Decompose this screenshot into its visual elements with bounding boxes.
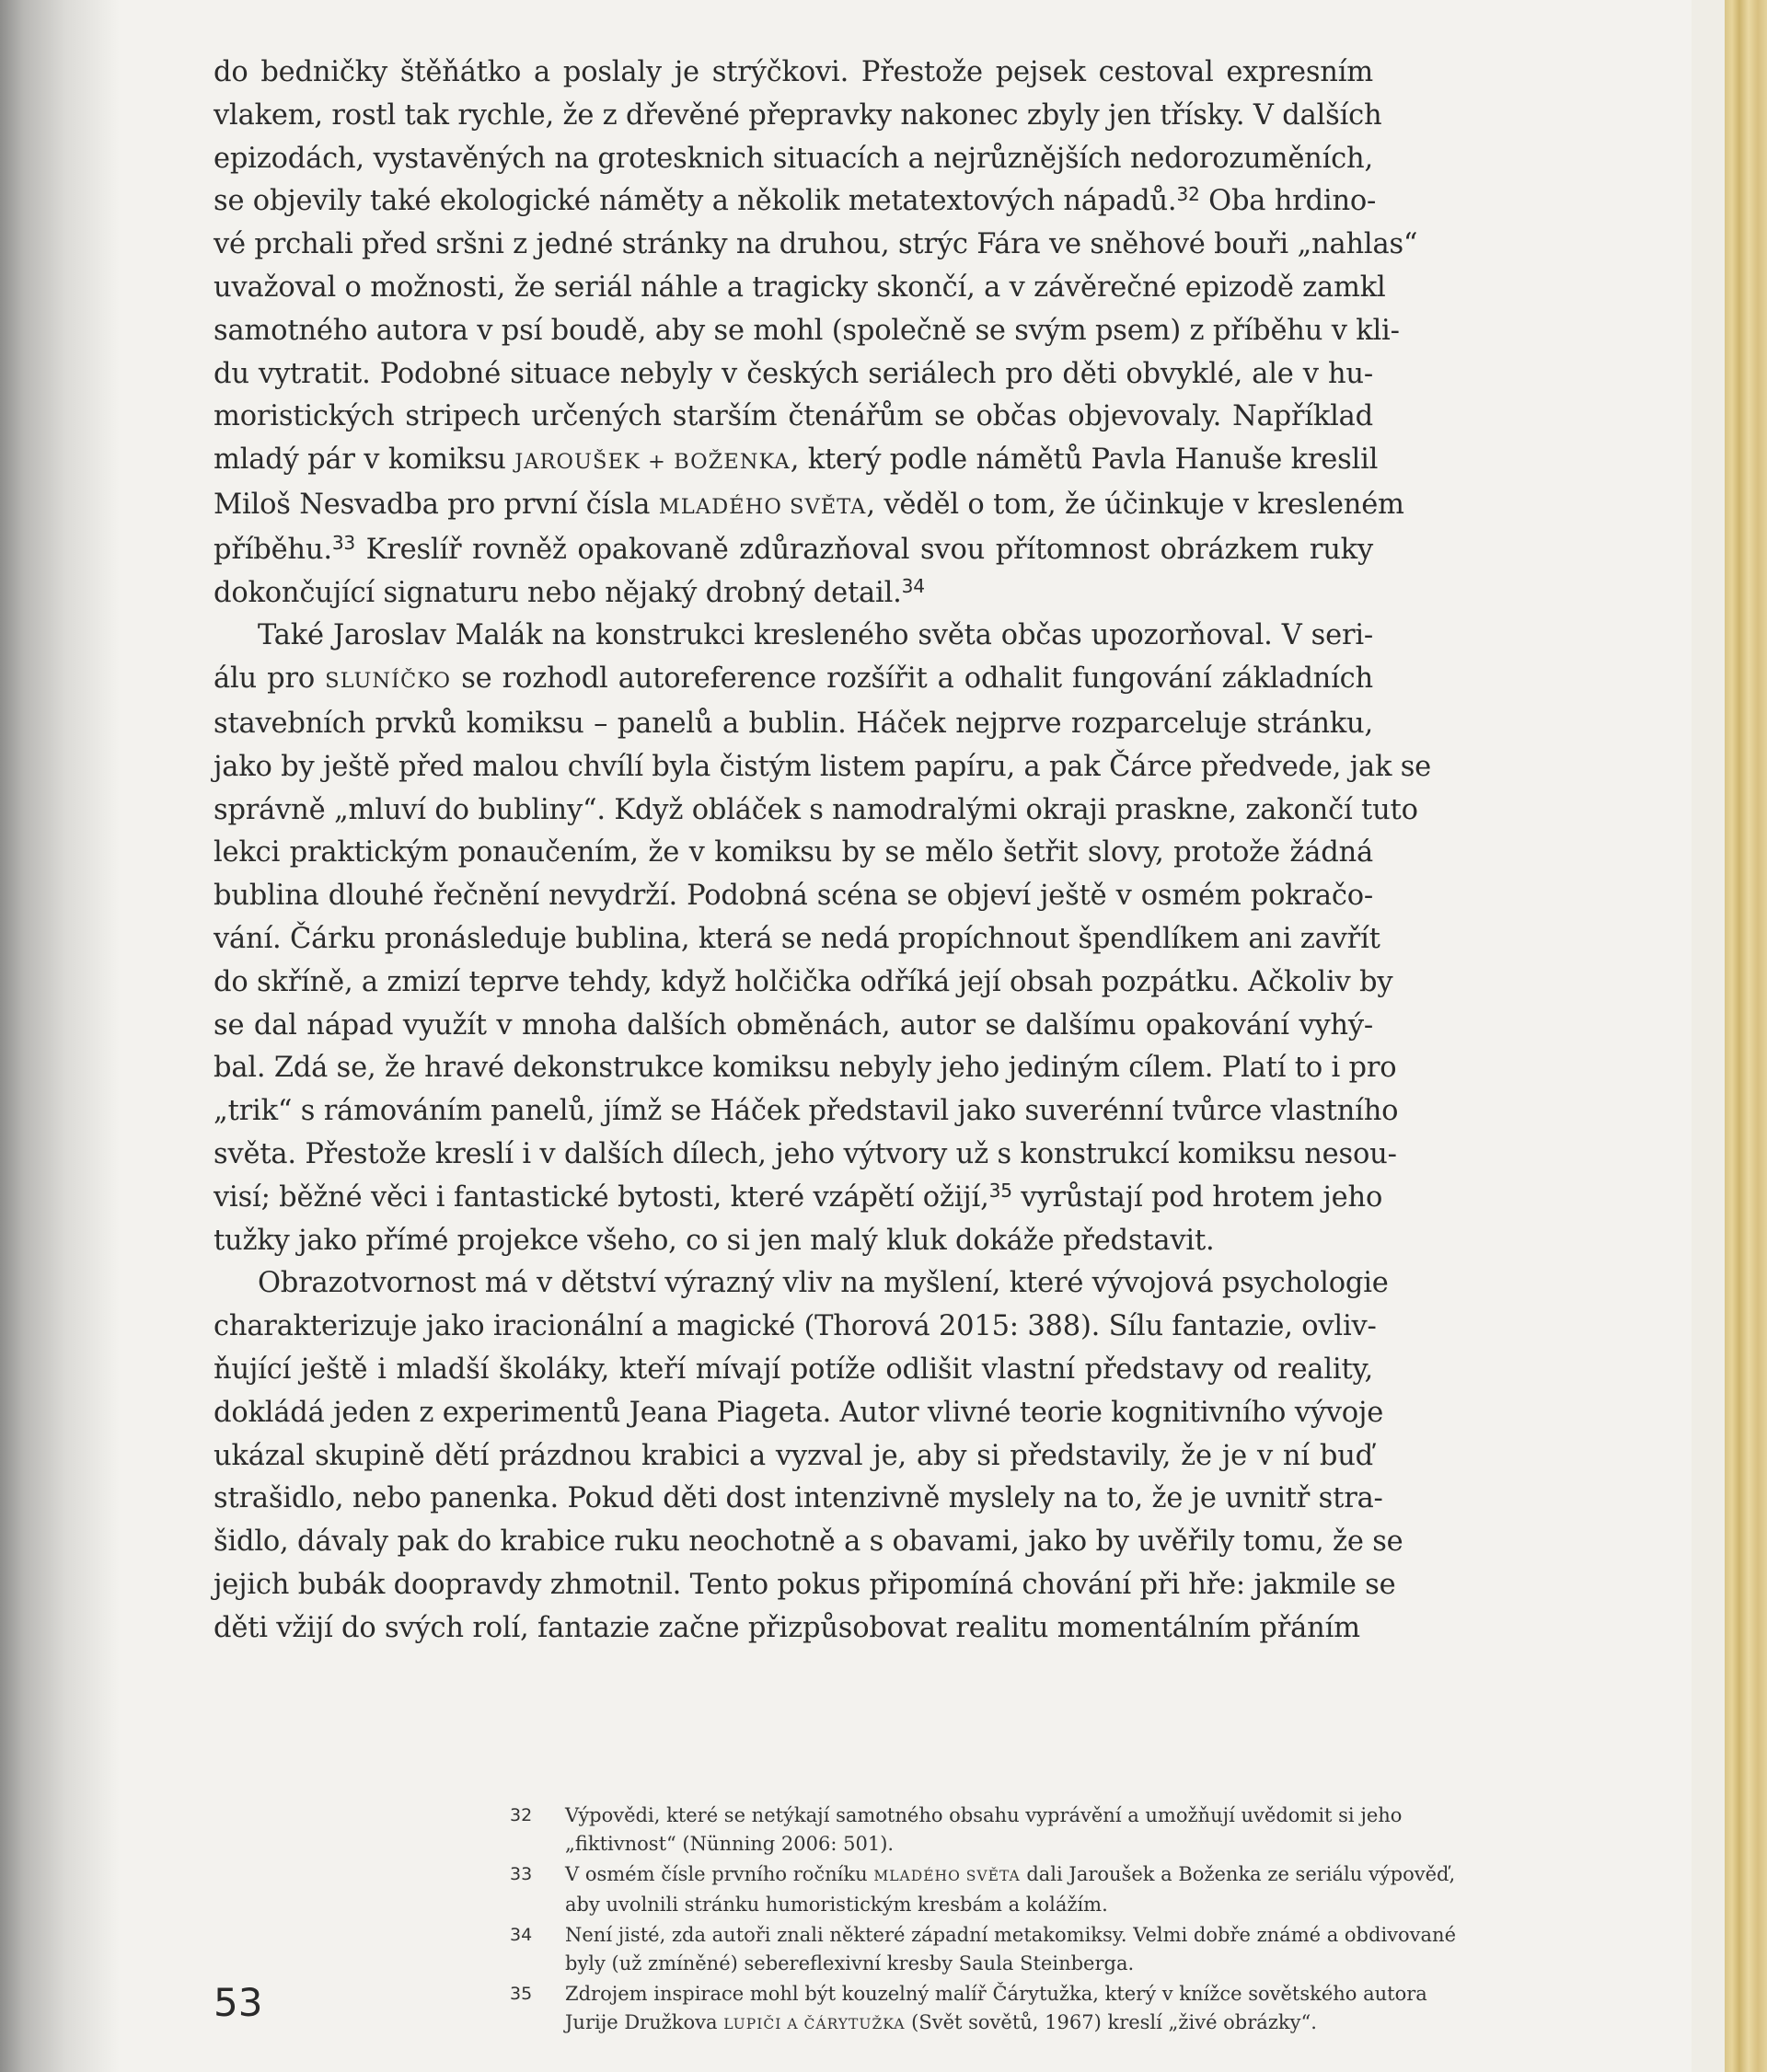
text-run: vé prchali před sršni z jedné stránky na druhou, strýc Fára ve sněhové bouři „nahlas“	[214, 228, 1418, 261]
footnote-text	[565, 1980, 1467, 2039]
text-line	[214, 439, 1379, 484]
text-run: , který podle námětů Pavla Hanuše kreslil	[790, 443, 1379, 477]
text-line	[214, 1392, 1384, 1435]
text-line	[214, 353, 1373, 397]
footnote-line	[565, 1830, 1467, 1859]
text-line	[214, 832, 1373, 875]
paragraph	[214, 52, 1418, 615]
text-line	[214, 396, 1373, 439]
text-run: Také Jaroslav Malák na konstrukci kresleného světa občas upozorňoval. V seri-	[258, 619, 1373, 652]
footnote-line	[565, 2009, 1467, 2039]
text-run: jako by ještě před malou chvílí byla čistým listem papíru, a pak Čárce předvede, jak se	[214, 750, 1432, 783]
text-line	[214, 1005, 1373, 1048]
text-run: Výpovědi, které se netýkají samotného obsahu vyprávění a umožňují uvědomit si jeho	[565, 1804, 1403, 1826]
text-run: ňující ještě i mladší školáky, kteří mívají potíže odlišit vlastní představy od reality,	[214, 1353, 1373, 1386]
text-line	[214, 615, 1373, 658]
text-line	[214, 310, 1400, 353]
text-run: děti vžijí do svých rolí, fantazie začne přizpůsobovat realitu momentálním přáním	[214, 1611, 1360, 1644]
text-run: se rozhodl autoreference rozšířit a odhalit fungování základních	[451, 662, 1373, 696]
text-run: stavebních prvků komiksu – panelů a bublin. Háček nejprve rozparceluje stránku,	[214, 707, 1373, 740]
text-run: mladý pár v komiksu	[214, 443, 515, 477]
text-line	[214, 1134, 1397, 1177]
text-run: do skříně, a zmizí teprve tehdy, když holčička odříká její obsah pozpátku. Ačkoliv by	[214, 965, 1393, 998]
text-run: dokončující signaturu nebo nějaký drobný detail.	[214, 576, 902, 609]
footnote	[510, 1801, 1467, 1859]
footnote-line	[565, 1801, 1467, 1830]
footnote-line	[565, 1921, 1467, 1950]
footnote	[510, 1860, 1467, 1919]
text-run: álu pro	[214, 662, 326, 696]
text-run: ukázal skupině dětí prázdnou krabici a vyzval je, aby si představily, že je v ní buď	[214, 1439, 1373, 1472]
main-text	[214, 52, 1432, 1650]
text-run: Zdrojem inspirace mohl být kouzelný malíř Čárytužka, který v knížce sovětského autora	[565, 1983, 1427, 2005]
text-line	[214, 1607, 1373, 1651]
text-run: moristických stripech určených starším čtenářům se občas objevovaly. Například	[214, 400, 1373, 433]
small-caps-title: LUPIČI A ČÁRYTUŽKA	[723, 2016, 906, 2032]
footnote	[510, 1980, 1467, 2039]
text-run: V osmém čísle prvního ročníku	[565, 1863, 874, 1885]
footnote-number: 35	[510, 1984, 533, 2004]
text-run: lekci praktickým ponaučením, že v komiksu by se mělo šetřit slovy, protože žádná	[214, 836, 1373, 869]
footnote-line	[565, 1950, 1467, 1978]
text-run: strašidlo, nebo panenka. Pokud děti dost intenzivně myslely na to, že je uvnitř stra-	[214, 1482, 1383, 1515]
text-run: „fiktivnost“ (Nünning 2006: 501).	[565, 1833, 895, 1855]
paragraph	[214, 615, 1432, 1262]
text-line	[214, 1177, 1383, 1220]
text-line	[214, 1220, 1373, 1263]
text-run: se dal nápad využít v mnoha dalších obměnách, autor se dalšímu opakování vyhý-	[214, 1008, 1373, 1042]
text-run: příběhu.	[214, 533, 332, 566]
text-run: šidlo, dávaly pak do krabice ruku neochotně a s obavami, jako by uvěřily tomu, že se	[214, 1525, 1403, 1559]
text-run: vyrůstají pod hrotem jeho	[1011, 1180, 1383, 1214]
text-line	[214, 658, 1373, 703]
footnote-text	[565, 1860, 1467, 1919]
footnote-reference[interactable]: 32	[1176, 183, 1200, 206]
page-number: 53	[214, 1980, 263, 2025]
text-line	[214, 1478, 1383, 1521]
text-run: du vytratit. Podobné situace nebyly v českých seriálech pro děti obvyklé, ale v hu-	[214, 357, 1373, 390]
text-line	[214, 1349, 1373, 1392]
text-run: , věděl o tom, že účinkuje v kresleném	[866, 488, 1404, 521]
text-run: Jurije Družkova	[565, 2011, 724, 2033]
footnote-reference[interactable]: 35	[988, 1179, 1012, 1202]
footnote-text	[565, 1801, 1467, 1859]
text-line	[214, 180, 1377, 224]
text-line	[214, 875, 1373, 918]
text-line	[214, 746, 1432, 789]
text-run: vlakem, rostl tak rychle, že z dřevěné přepravky nakonec zbyly jen třísky. V dalších	[214, 98, 1382, 132]
footnote-reference[interactable]: 33	[331, 531, 356, 554]
page-edge	[1692, 0, 1767, 2072]
text-run: světa. Přestože kreslí i v dalších dílech, jeho výtvory už s konstrukcí komiksu nesou-	[214, 1137, 1397, 1170]
text-run: jejich bubák doopravdy zhmotnil. Tento pokus připomíná chování při hře: jakmile se	[214, 1568, 1396, 1601]
text-run: samotného autora v psí boudě, aby se mohl (společně se svým psem) z příběhu v kli-	[214, 314, 1400, 347]
text-run: se objevily také ekologické náměty a několik metatextových nápadů.	[214, 185, 1177, 218]
text-run: bublina dlouhé řečnění nevydrží. Podobná scéna se objeví ještě v osmém pokračo-	[214, 880, 1373, 913]
text-run: vání. Čárku pronásleduje bublina, která se nedá propíchnout špendlíkem ani zavřít	[214, 922, 1380, 955]
text-run: Oba hrdino-	[1199, 185, 1377, 218]
text-run: uvažoval o možnosti, že seriál náhle a tragicky skončí, a v závěrečné epizodě zamkl	[214, 271, 1386, 304]
text-line	[214, 52, 1373, 95]
footnote-text	[565, 1921, 1467, 1978]
text-run: tužky jako přímé projekce všeho, co si jen malý kluk dokáže představit.	[214, 1224, 1215, 1257]
text-line	[214, 918, 1380, 961]
text-run: Miloš Nesvadba pro první čísla	[214, 488, 659, 521]
footnote-number: 34	[510, 1925, 533, 1945]
text-run: charakterizuje jako iracionální a magické (Thorová 2015: 388). Sílu fantazie, ovliv-	[214, 1310, 1377, 1343]
footnote-line	[565, 1980, 1467, 2009]
text-run: Není jisté, zda autoři znali některé západní metakomiksy. Velmi dobře známé a obdivované	[565, 1924, 1456, 1946]
text-line	[214, 1047, 1397, 1090]
text-run: „trik“ s rámováním panelů, jímž se Háček představil jako suverénní tvůrce vlastního	[214, 1095, 1399, 1128]
text-line	[214, 224, 1418, 267]
footnote-number: 33	[510, 1864, 533, 1884]
text-run: do bedničky štěňátko a poslaly je strýčkovi. Přestože pejsek cestoval expresním	[214, 56, 1373, 88]
small-caps-title: MLADÉHO SVĚTA	[873, 1868, 1021, 1884]
footnote-line	[565, 1860, 1467, 1891]
text-line	[214, 529, 1373, 572]
text-run: byly (už zmíněné) sebereflexivní kresby Saula Steinberga.	[565, 1952, 1135, 1974]
text-line	[214, 1262, 1389, 1306]
text-run: dali Jaroušek a Boženka ze seriálu výpověď,	[1020, 1863, 1456, 1885]
text-run: správně „mluví do bubliny“. Když obláček s namodralými okraji praskne, zakončí tuto	[214, 793, 1418, 826]
footnotes	[510, 1801, 1467, 2041]
text-run: visí; běžné věci i fantastické bytosti, které vzápětí ožijí,	[214, 1180, 989, 1214]
text-line	[214, 1521, 1403, 1564]
text-line	[214, 1435, 1373, 1479]
small-caps-title: MLADÉHO SVĚTA	[658, 494, 867, 519]
text-run: Kreslíř rovněž opakovaně zdůrazňoval svou přítomnost obrázkem ruky	[355, 533, 1373, 566]
text-run: Obrazotvornost má v dětství výrazný vliv na myšlení, které vývojová psychologie	[258, 1267, 1389, 1300]
text-run: bal. Zdá se, že hravé dekonstrukce komiksu nebyly jeho jediným cílem. Platí to i pro	[214, 1052, 1397, 1085]
text-line	[214, 961, 1393, 1005]
text-run: epizodách, vystavěných na grotesknich situacích a nejrůznějších nedorozuměních,	[214, 142, 1373, 175]
text-run: aby uvolnili stránku humoristickým kresbám a kolážím.	[565, 1894, 1108, 1916]
small-caps-title: SLUNÍČKO	[325, 669, 452, 694]
text-line	[214, 1564, 1396, 1607]
text-line	[214, 484, 1404, 529]
footnote-line	[565, 1891, 1467, 1919]
text-line	[214, 703, 1373, 746]
text-run: (Svět sovětů, 1967) kreslí „živé obrázky“.	[905, 2011, 1317, 2033]
text-line	[214, 572, 1373, 616]
text-run: dokládá jeden z experimentů Jeana Piageta. Autor vlivné teorie kognitivního vývoje	[214, 1396, 1384, 1429]
text-line	[214, 789, 1418, 833]
text-line	[214, 1090, 1399, 1134]
text-line	[214, 267, 1386, 310]
text-line	[214, 95, 1382, 138]
footnote-number: 32	[510, 1805, 533, 1825]
footnote-reference[interactable]: 34	[901, 574, 925, 597]
footnote	[510, 1921, 1467, 1978]
small-caps-title: JAROUŠEK + BOŽENKA	[514, 450, 791, 475]
text-line	[214, 1306, 1377, 1349]
paragraph	[214, 1262, 1403, 1650]
text-line	[214, 138, 1373, 181]
